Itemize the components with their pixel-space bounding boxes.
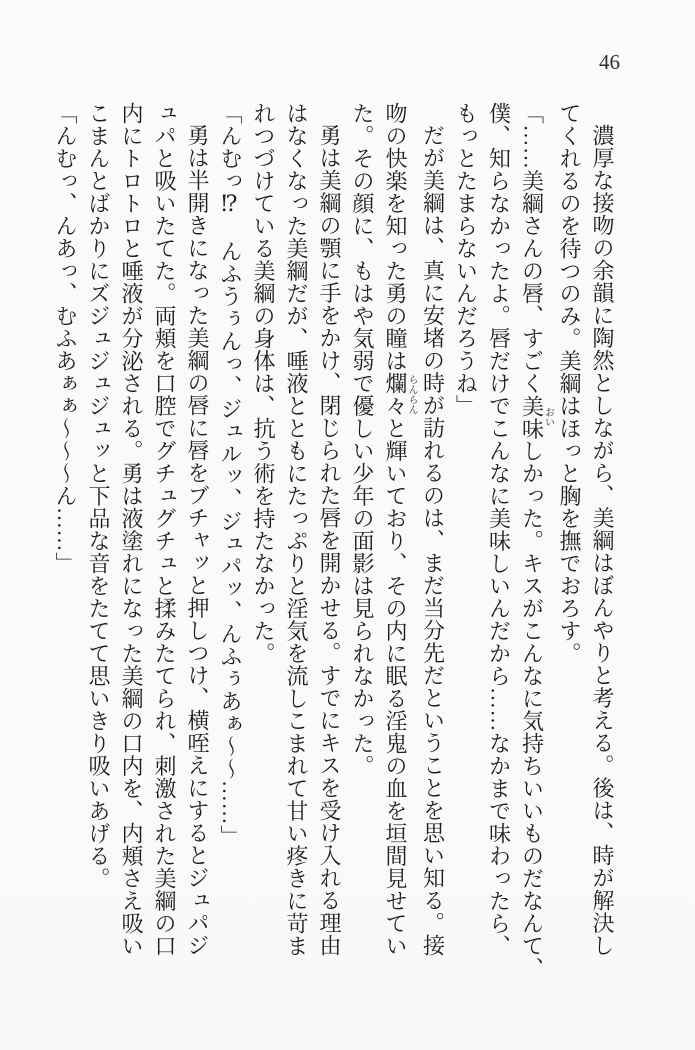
text-line: ュパと吸いたてた。両頬を口腔でグチュグチュと揉みたてられ、刺激された美綱の口 [152,102,177,957]
text-line: 勇は半開きになった美綱の唇に唇をブチャッと押しつけ、横咥えにするとジュパジ [185,124,210,957]
text-line: 内にトロトロと唾液が分泌される。勇は液塗れになった美綱の口内を、内頬さえ吸い [119,102,144,957]
text-line: 「んむっ⁉ んふうぅんっ、ジュルッ、ジュパッ、んふぅあぁ〜〜……」 [218,102,243,848]
text-line: 吻の快楽を知った勇の瞳は爛々らんらんと輝いており、その内に眠る淫鬼の血を垣間見せてい [383,102,417,957]
text-line: 「んむっ、んあっ、むふあぁぁ〜〜〜ん……」 [53,102,78,575]
text-line: こまんとばかりにズジュジュジュッと下品な音をたてて思いきり吸いあげる。 [86,102,111,890]
text-line: もっとたまらないんだろうね」 [453,102,479,417]
text-line: 勇は美綱の顎に手をかけ、閉じられた唇を開かせる。すでにキスを受け入れる理由 [317,124,342,957]
text-line: 僕、知らなかったよ。唇だけでこんなに美味しいんだから……なかまで味わったら、 [486,102,512,957]
vertical-text-block [49,102,619,992]
page-number: 46 [599,50,620,74]
furigana-annotated-word: 爛々らんらん [383,372,417,417]
furigana-annotated-word: 美味おい [519,394,554,440]
text-line: 「……美綱さんの唇、すごく美味おいしかった。キスがこんなに気持ちいいものだなんて、 [519,102,554,980]
text-line: はなくなった美綱だが、唾液とともにたっぷりと淫気を流しこまれて甘い疼きに苛ま [284,102,309,957]
text-line: れつづけている美綱の身体は、抗う術を持たなかった。 [251,102,276,665]
text-line: てくれるのを待つのみ。美綱はほっと胸を撫でおろす。 [557,102,582,665]
text-line: だが美綱は、真に安堵の時が訪れるのは、まだ当分先だということを思い知る。接 [420,124,446,957]
text-line: た。その顔に、もはや気弱で優しい少年の面影は見られなかった。 [350,102,375,777]
text-line: 濃厚な接吻の余韻に陶然としながら、美綱はぼんやりと考える。後は、時が解決し [590,124,615,957]
